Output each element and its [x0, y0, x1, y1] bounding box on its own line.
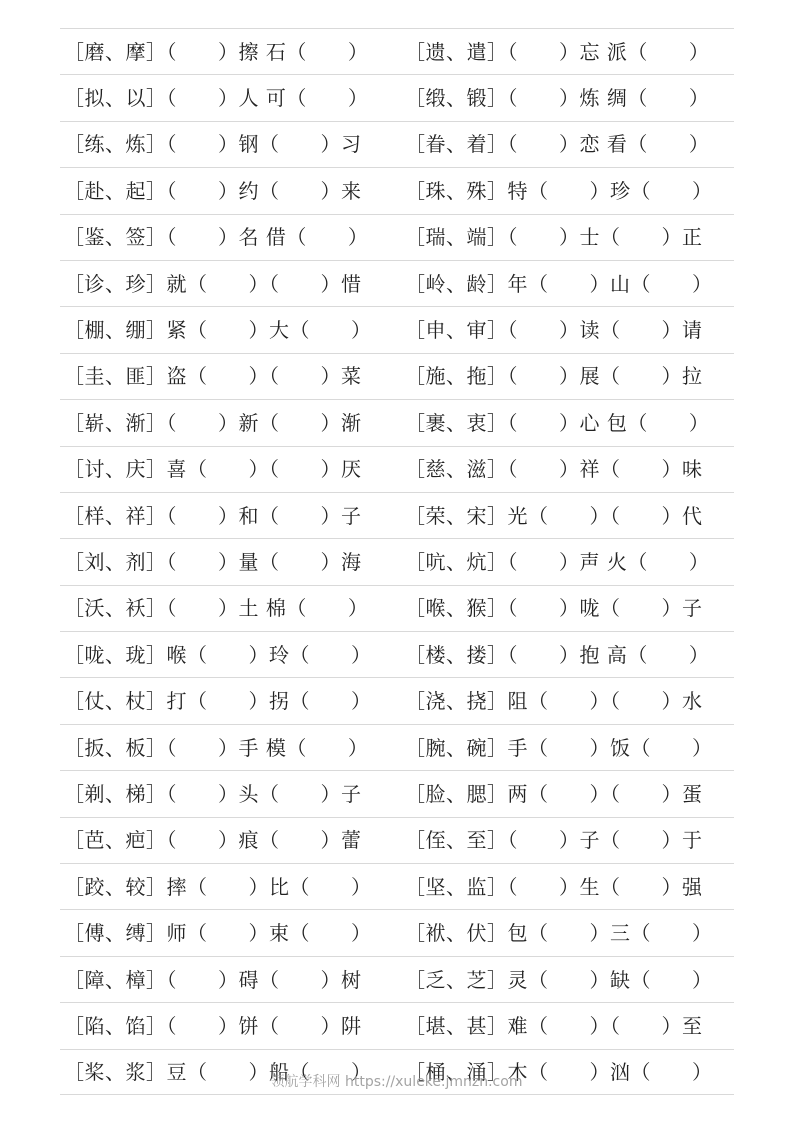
worksheet-row	[60, 28, 734, 74]
exercise-left: ［跤、较］摔（ ）比（ ）	[64, 874, 372, 899]
exercise-right: ［袱、伏］包（ ）三（ ）	[405, 921, 713, 946]
exercise-right: ［裹、衷］（ ）心 包（ ）	[405, 410, 710, 435]
worksheet-row	[60, 74, 734, 120]
exercise-left: ［沃、袄］（ ）土 棉（ ）	[64, 596, 369, 621]
worksheet-row	[60, 399, 734, 445]
exercise-right: ［桶、涌］木（ ）汹（ ）	[405, 1059, 713, 1084]
exercise-right: ［坚、监］（ ）生（ ）强	[405, 874, 703, 899]
worksheet-row	[60, 631, 734, 677]
worksheet-row	[60, 956, 734, 1002]
exercise-left: ［仗、杖］打（ ）拐（ ）	[64, 689, 372, 714]
exercise-left: ［样、祥］（ ）和（ ）子	[64, 503, 362, 528]
exercise-left: ［讨、庆］喜（ ）（ ）厌	[64, 457, 362, 482]
exercise-right: ［吭、炕］（ ）声 火（ ）	[405, 549, 710, 574]
worksheet-row	[60, 770, 734, 816]
worksheet-row	[60, 817, 734, 863]
exercise-right: ［申、审］（ ）读（ ）请	[405, 318, 703, 343]
exercise-right: ［浇、挠］阻（ ）（ ）水	[405, 689, 703, 714]
worksheet-row	[60, 306, 734, 352]
exercise-left: ［诊、珍］就（ ）（ ）惜	[64, 271, 362, 296]
exercise-left: ［陷、馅］（ ）饼（ ）阱	[64, 1013, 362, 1038]
exercise-left: ［芭、疤］（ ）痕（ ）蕾	[64, 828, 362, 853]
exercise-left: ［赴、起］（ ）约（ ）来	[64, 178, 362, 203]
exercise-right: ［慈、滋］（ ）祥（ ）味	[405, 457, 703, 482]
exercise-right: ［缎、锻］（ ）炼 绸（ ）	[405, 86, 710, 111]
worksheet-row	[60, 585, 734, 631]
exercise-left: ［练、炼］（ ）钢（ ）习	[64, 132, 362, 157]
exercise-left: ［咙、珑］喉（ ）玲（ ）	[64, 642, 372, 667]
exercise-right: ［遗、遣］（ ）忘 派（ ）	[405, 39, 710, 64]
exercise-right: ［荣、宋］光（ ）（ ）代	[405, 503, 703, 528]
worksheet-row	[60, 446, 734, 492]
exercise-left: ［刘、剂］（ ）量（ ）海	[64, 549, 362, 574]
exercise-left: ［桨、浆］豆（ ）船（ ）	[64, 1059, 372, 1084]
exercise-right: ［乏、芝］灵（ ）缺（ ）	[405, 967, 713, 992]
worksheet-row	[60, 492, 734, 538]
exercise-right: ［眷、着］（ ）恋 看（ ）	[405, 132, 710, 157]
exercise-left: ［棚、绷］紧（ ）大（ ）	[64, 318, 372, 343]
exercise-right: ［施、拖］（ ）展（ ）拉	[405, 364, 703, 389]
worksheet-row	[60, 167, 734, 213]
worksheet-row	[60, 260, 734, 306]
worksheet-row	[60, 863, 734, 909]
worksheet-table	[60, 28, 734, 1095]
worksheet-row	[60, 538, 734, 584]
worksheet-row	[60, 121, 734, 167]
exercise-right: ［堪、甚］难（ ）（ ）至	[405, 1013, 703, 1038]
exercise-right: ［瑞、端］（ ）士（ ）正	[405, 225, 703, 250]
exercise-left: ［傅、缚］师（ ）束（ ）	[64, 921, 372, 946]
exercise-left: ［鉴、签］（ ）名 借（ ）	[64, 225, 369, 250]
exercise-left: ［磨、摩］（ ）擦 石（ ）	[64, 39, 369, 64]
exercise-right: ［喉、猴］（ ）咙（ ）子	[405, 596, 703, 621]
exercise-left: ［扳、板］（ ）手 模（ ）	[64, 735, 369, 760]
exercise-left: ［剃、梯］（ ）头（ ）子	[64, 781, 362, 806]
worksheet-row	[60, 353, 734, 399]
exercise-left: ［障、樟］（ ）碍（ ）树	[64, 967, 362, 992]
exercise-left: ［拟、以］（ ）人 可（ ）	[64, 86, 369, 111]
exercise-right: ［珠、殊］特（ ）珍（ ）	[405, 178, 713, 203]
exercise-left: ［崭、渐］（ ）新（ ）渐	[64, 410, 362, 435]
exercise-right: ［侄、至］（ ）子（ ）于	[405, 828, 703, 853]
exercise-right: ［岭、龄］年（ ）山（ ）	[405, 271, 713, 296]
worksheet-row	[60, 214, 734, 260]
worksheet-row	[60, 724, 734, 770]
worksheet-row	[60, 909, 734, 955]
worksheet-row	[60, 1002, 734, 1048]
exercise-right: ［脸、腮］两（ ）（ ）蛋	[405, 781, 703, 806]
worksheet-row	[60, 677, 734, 723]
exercise-right: ［楼、搂］（ ）抱 高（ ）	[405, 642, 710, 667]
watermark: 领航学科网 https://xuleke.jmnzn.com	[270, 1074, 523, 1090]
exercise-left: ［圭、匪］盗（ ）（ ）菜	[64, 364, 362, 389]
exercise-right: ［腕、碗］手（ ）饭（ ）	[405, 735, 713, 760]
